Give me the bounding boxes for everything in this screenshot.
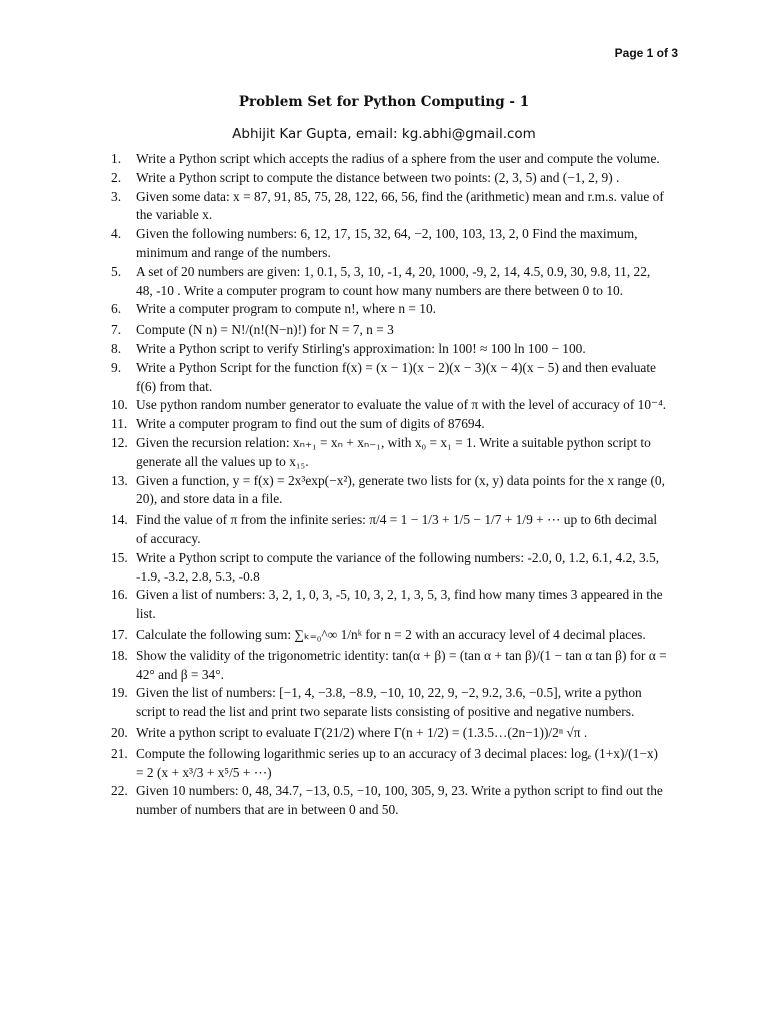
problem-number: 21. <box>111 745 128 761</box>
problem-item <box>0 434 768 472</box>
problem-item <box>0 319 768 340</box>
problem-number: 3. <box>111 188 122 204</box>
problem-number: 7. <box>111 322 122 338</box>
problem-item <box>0 359 768 397</box>
problem-text: Given the following numbers: 6, 12, 17, 15, 32, 64, −2, 100, 103, 13, 2, 0 Find the maximum, minimum and range of the numbers. <box>136 226 638 260</box>
problem-text: Write a python script to evaluate Γ(21/2) where Γ(n + 1/2) = (1.3.5…(2n−1))/2ⁿ √π . <box>136 724 588 740</box>
problem-item <box>0 188 768 226</box>
problem-text: Write a computer program to find out the sum of digits of 87694. <box>136 416 485 432</box>
problem-number: 13. <box>111 472 128 488</box>
page-number: Page 1 of 3 <box>614 46 678 60</box>
problem-text: Write a Python script to verify Stirling's approximation: ln 100! ≈ 100 ln 100 − 100. <box>136 340 586 356</box>
problem-text: Find the value of π from the infinite series: π/4 = 1 − 1/3 + 1/5 − 1/7 + 1/9 + ⋯ up to 6th decimal of accuracy. <box>136 512 658 546</box>
problem-text: Write a Python script which accepts the radius of a sphere from the user and compute the volume. <box>136 151 660 166</box>
problem-text: Compute the following logarithmic series up to an accuracy of 3 decimal places: logₑ (1+x)/(1−x) = 2 (x + x³/3 + x⁵/5 + ⋯) <box>136 745 659 780</box>
problem-item <box>0 586 768 624</box>
problem-number: 8. <box>111 340 122 356</box>
problem-number: 17. <box>111 626 128 642</box>
problem-text: Compute (N n) = N!/(n!(N−n)!) for N = 7, n = 3 <box>136 322 394 338</box>
problem-item <box>0 684 768 722</box>
problem-text: Write a Python script to compute the distance between two points: (2, 3, 5) and (−1, 2, 9) . <box>136 169 620 185</box>
problem-number: 12. <box>111 434 128 450</box>
problem-list <box>0 150 768 820</box>
problem-text: Given a list of numbers: 3, 2, 1, 0, 3, -5, 10, 3, 2, 1, 3, 5, 3, find how many times 3 appeared in the list. <box>136 587 663 622</box>
problem-number: 18. <box>111 647 128 663</box>
author-line: Abhijit Kar Gupta, email: kg.abhi@gmail.com <box>232 126 536 142</box>
problem-number: 14. <box>111 512 128 528</box>
problem-number: 2. <box>111 169 122 185</box>
problem-item <box>0 150 768 169</box>
problem-item <box>0 340 768 359</box>
problem-number: 16. <box>111 587 128 603</box>
problem-item <box>0 415 768 434</box>
problem-number: 20. <box>111 724 128 740</box>
problem-item <box>0 396 768 415</box>
problem-number: 15. <box>111 549 128 565</box>
problem-text: Given the list of numbers: [−1, 4, −3.8, −8.9, −10, 10, 22, 9, −2, 9.2, 3.6, −0.5], write a python script to read the list and print two separate lists consisting of positive and negative numbers. <box>136 685 642 720</box>
problem-text: A set of 20 numbers are given: 1, 0.1, 5, 3, 10, -1, 4, 20, 1000, -9, 2, 14, 4.5, 0.9, 30, 9.8, 11, 22, 48, -10 . Write a computer program to count how many numbers are there between 0 to 10. <box>136 263 651 298</box>
problem-number: 22. <box>111 783 128 799</box>
problem-item <box>0 225 768 263</box>
problem-item <box>0 782 768 820</box>
problem-text: Given a function, y = f(x) = 2x³exp(−x²), generate two lists for (x, y) data points for the x range (0, 20), and store data in a file. <box>136 472 665 507</box>
problem-text: Given the recursion relation: xₙ₊₁ = xₙ + xₙ₋₁, with x₀ = x₁ = 1. Write a suitable python script to generate all the values up to x₁₅. <box>136 434 651 469</box>
problem-number: 5. <box>111 263 122 279</box>
problem-text: Given some data: x = 87, 91, 85, 75, 28, 122, 66, 56, find the (arithmetic) mean and r.m.s. value of the variable x. <box>136 188 664 223</box>
problem-number: 6. <box>111 301 122 317</box>
problem-number: 11. <box>111 416 128 432</box>
problem-text: Show the validity of the trigonometric identity: tan(α + β) = (tan α + tan β)/(1 − tan α tan β) for α = 42° and β = 34°. <box>136 647 667 682</box>
problem-number: 19. <box>111 685 128 701</box>
problem-text: Write a Python script to compute the variance of the following numbers: -2.0, 0, 1.2, 6.1, 4.2, 3.5, -1.9, -3.2, 2.8, 5.3, -0.8 <box>136 549 660 584</box>
problem-item <box>0 509 768 549</box>
problem-number: 4. <box>111 226 122 242</box>
problem-text: Write a computer program to compute n!, where n = 10. <box>136 301 437 317</box>
problem-item <box>0 722 768 743</box>
page-title: Problem Set for Python Computing - 1 <box>238 94 530 110</box>
problem-text: Use python random number generator to evaluate the value of π with the level of accuracy of 10⁻⁴. <box>136 397 667 413</box>
problem-number: 1. <box>111 151 122 166</box>
problem-text: Given 10 numbers: 0, 48, 34.7, −13, 0.5, −10, 100, 305, 9, 23. Write a python script to find out the number of numbers that are in between 0 and 50. <box>136 783 663 818</box>
problem-item <box>0 169 768 188</box>
problem-text: Write a Python Script for the function f(x) = (x − 1)(x − 2)(x − 3)(x − 4)(x − 5) and then evaluate f(6) from that. <box>136 359 656 394</box>
problem-item <box>0 645 768 685</box>
problem-item <box>0 263 768 301</box>
problem-number: 9. <box>111 359 122 375</box>
problem-item <box>0 549 768 587</box>
problem-item <box>0 300 768 319</box>
problem-item <box>0 472 768 510</box>
problem-item <box>0 743 768 783</box>
problem-text: Calculate the following sum: ∑ₖ₌₀^∞ 1/nᵏ for n = 2 with an accuracy level of 4 decimal places. <box>136 626 646 642</box>
problem-item <box>0 624 768 645</box>
problem-number: 10. <box>111 397 128 413</box>
